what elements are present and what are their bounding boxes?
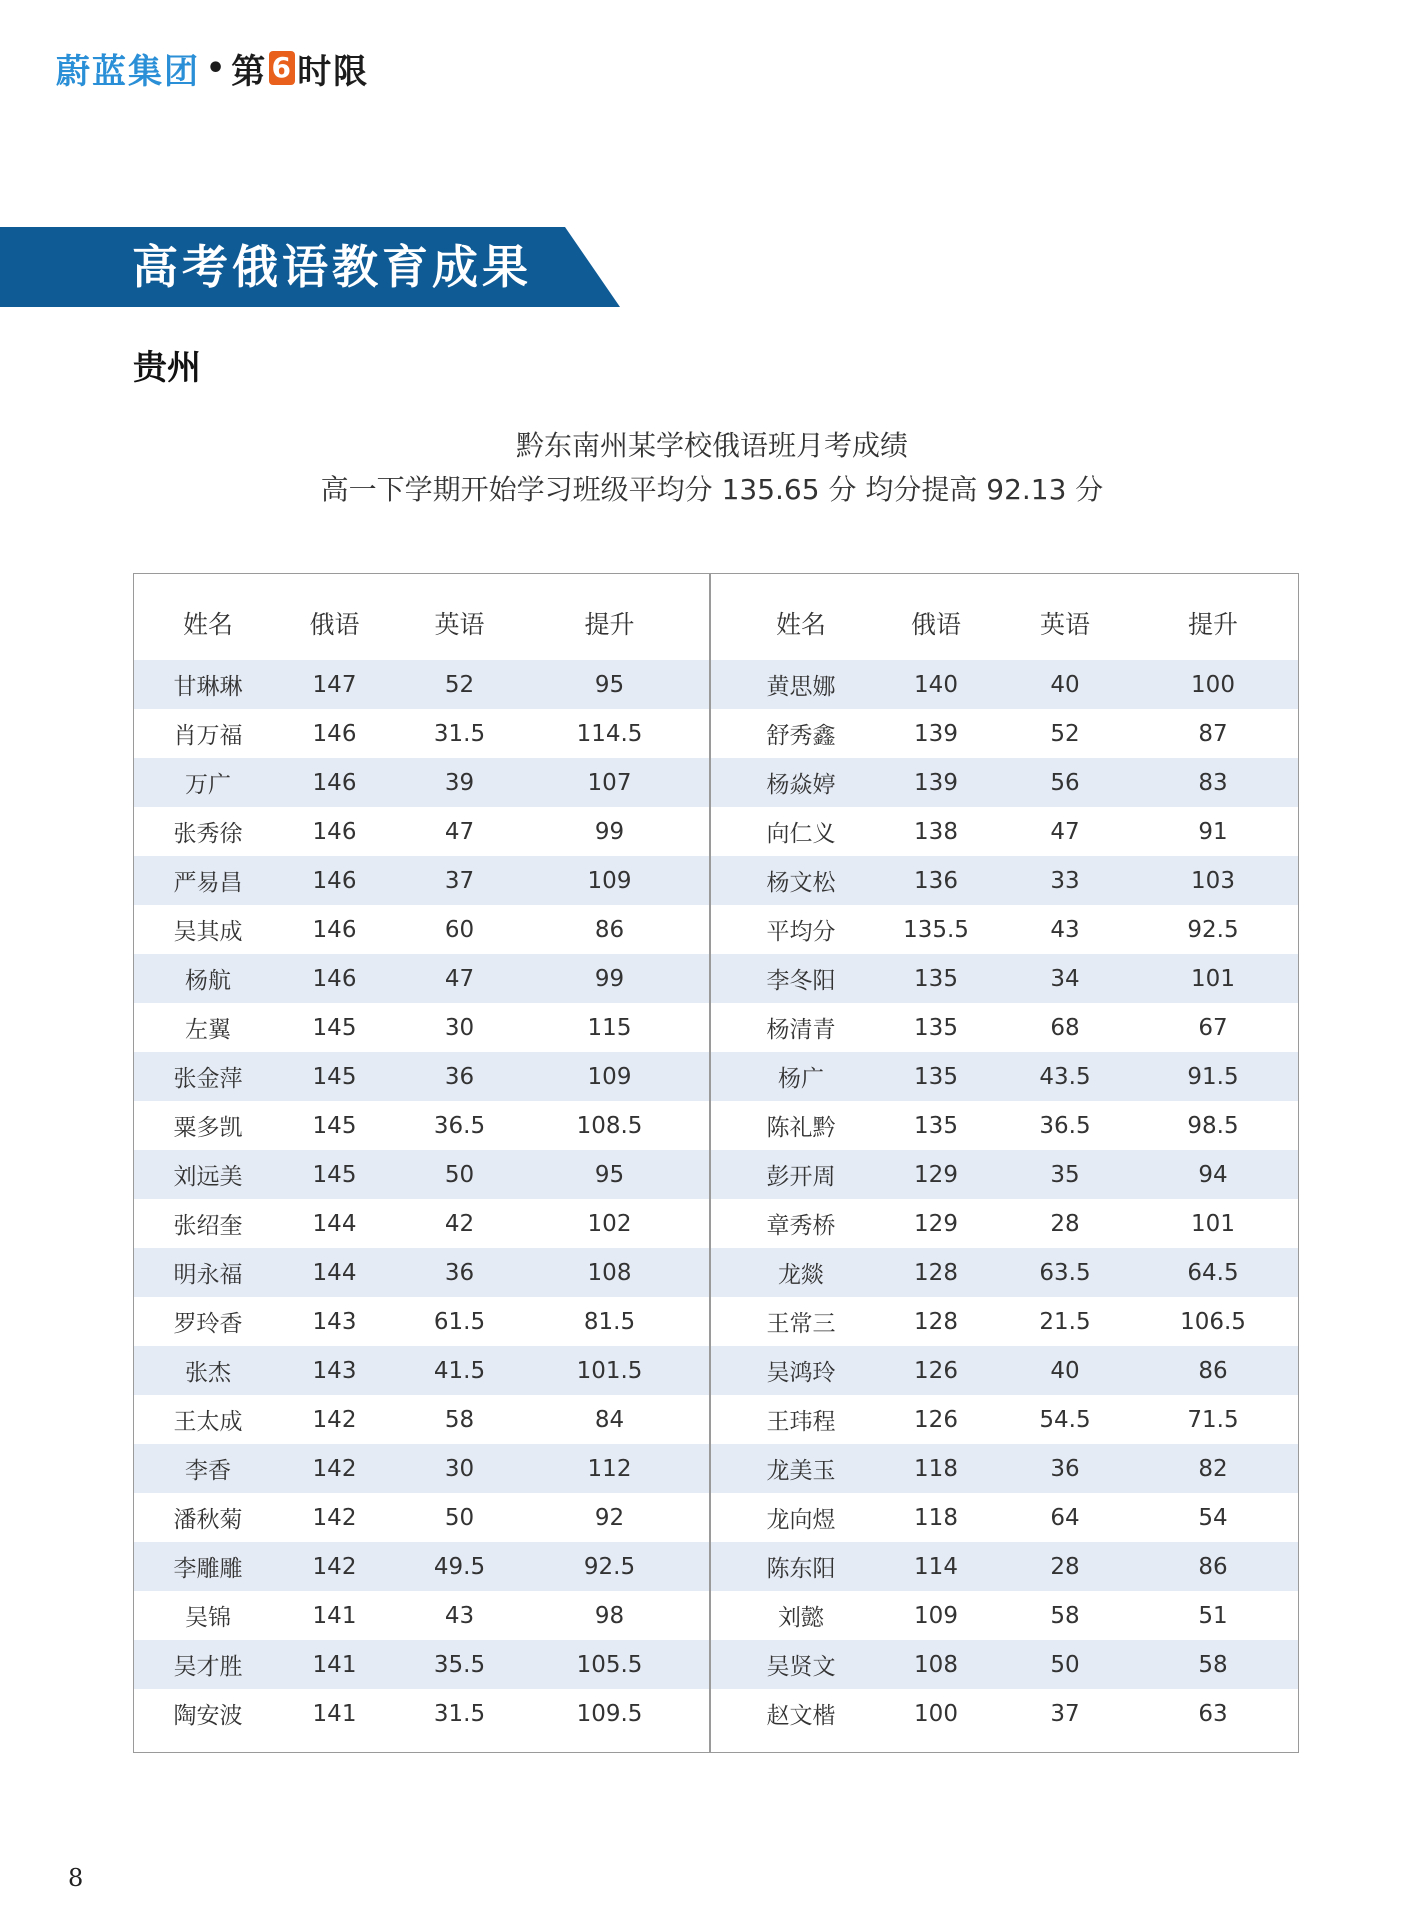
header-name: 姓名 bbox=[182, 610, 233, 639]
cell-english: 36 bbox=[444, 1063, 475, 1090]
cell-improvement: 67 bbox=[1198, 1014, 1228, 1041]
cell-english: 50 bbox=[444, 1161, 475, 1188]
cell-russian: 145 bbox=[312, 1112, 357, 1139]
cell-improvement: 71.5 bbox=[1187, 1406, 1239, 1433]
cell-name: 杨广 bbox=[778, 1066, 824, 1092]
cell-name: 陶安波 bbox=[173, 1703, 243, 1729]
cell-russian: 142 bbox=[312, 1406, 357, 1433]
table-row bbox=[134, 1689, 709, 1738]
table-row bbox=[134, 1493, 709, 1542]
table-row bbox=[134, 1150, 709, 1199]
cell-improvement: 64.5 bbox=[1187, 1259, 1239, 1286]
cell-improvement: 112 bbox=[587, 1455, 632, 1482]
cell-english: 33 bbox=[1050, 867, 1080, 894]
cell-improvement: 99 bbox=[594, 965, 625, 992]
table-body-right bbox=[711, 660, 1298, 1738]
cell-russian: 129 bbox=[914, 1161, 958, 1188]
table-row bbox=[134, 660, 709, 709]
cell-name: 王太成 bbox=[173, 1409, 243, 1435]
table-row bbox=[134, 1052, 709, 1101]
header-improvement: 提升 bbox=[1187, 610, 1238, 639]
cell-improvement: 86 bbox=[594, 916, 625, 943]
cell-improvement: 101.5 bbox=[576, 1357, 643, 1384]
table-row bbox=[711, 1248, 1298, 1297]
cell-improvement: 109 bbox=[587, 1063, 632, 1090]
table-row bbox=[711, 1395, 1298, 1444]
cell-improvement: 108.5 bbox=[576, 1112, 643, 1139]
table-body-left bbox=[134, 660, 709, 1738]
table-row bbox=[711, 1297, 1298, 1346]
table-row bbox=[711, 807, 1298, 856]
cell-english: 41.5 bbox=[433, 1357, 486, 1384]
cell-name: 张杰 bbox=[185, 1360, 231, 1386]
table-row bbox=[134, 1444, 709, 1493]
cell-name: 陈东阳 bbox=[766, 1556, 836, 1582]
cell-name: 吴才胜 bbox=[173, 1654, 243, 1680]
cell-english: 64 bbox=[1050, 1504, 1080, 1531]
cell-improvement: 109.5 bbox=[576, 1700, 643, 1727]
cell-russian: 108 bbox=[914, 1651, 958, 1678]
cell-name: 张金萍 bbox=[173, 1066, 243, 1092]
table-row bbox=[134, 1248, 709, 1297]
table-row bbox=[134, 1101, 709, 1150]
cell-improvement: 102 bbox=[587, 1210, 632, 1237]
cell-improvement: 81.5 bbox=[583, 1308, 636, 1335]
cell-name: 左翼 bbox=[185, 1017, 231, 1043]
cell-english: 39 bbox=[444, 769, 475, 796]
cell-improvement: 94 bbox=[1198, 1161, 1228, 1188]
cell-english: 31.5 bbox=[433, 720, 486, 747]
table-row bbox=[134, 1395, 709, 1444]
cell-english: 34 bbox=[1050, 965, 1080, 992]
cell-english: 58 bbox=[444, 1406, 475, 1433]
cell-english: 49.5 bbox=[433, 1553, 486, 1580]
table-row bbox=[711, 1003, 1298, 1052]
cell-name: 刘懿 bbox=[778, 1605, 824, 1631]
cell-name: 吴贤文 bbox=[766, 1654, 836, 1680]
header-improvement: 提升 bbox=[584, 610, 635, 639]
cell-english: 52 bbox=[1050, 720, 1080, 747]
table-row bbox=[711, 954, 1298, 1003]
cell-english: 43 bbox=[444, 1602, 475, 1629]
cell-name: 舒秀鑫 bbox=[766, 723, 836, 749]
region-heading: 贵州 bbox=[133, 348, 201, 388]
cell-russian: 145 bbox=[312, 1014, 357, 1041]
header-english: 英语 bbox=[434, 610, 485, 639]
header-russian: 俄语 bbox=[910, 610, 961, 639]
cell-english: 21.5 bbox=[1039, 1308, 1091, 1335]
cell-improvement: 91 bbox=[1198, 818, 1228, 845]
table-row bbox=[711, 709, 1298, 758]
table-row bbox=[134, 905, 709, 954]
cell-english: 30 bbox=[444, 1014, 475, 1041]
cell-russian: 146 bbox=[312, 916, 357, 943]
cell-russian: 126 bbox=[914, 1406, 958, 1433]
cell-russian: 118 bbox=[914, 1504, 958, 1531]
table-row bbox=[134, 1003, 709, 1052]
cell-name: 向仁义 bbox=[766, 821, 836, 847]
cell-russian: 147 bbox=[312, 671, 357, 698]
table-row bbox=[711, 1346, 1298, 1395]
cell-name: 平均分 bbox=[766, 919, 836, 945]
cell-english: 47 bbox=[444, 818, 475, 845]
cell-russian: 135.5 bbox=[903, 916, 969, 943]
cell-name: 杨文松 bbox=[766, 870, 836, 896]
cell-english: 52 bbox=[444, 671, 475, 698]
table-row bbox=[711, 856, 1298, 905]
cell-improvement: 109 bbox=[587, 867, 632, 894]
section-title: 高考俄语教育成果 bbox=[132, 240, 532, 294]
cell-improvement: 103 bbox=[1191, 867, 1235, 894]
table-row bbox=[134, 1346, 709, 1395]
cell-name: 杨航 bbox=[185, 968, 231, 994]
cell-russian: 143 bbox=[312, 1357, 357, 1384]
table-row bbox=[711, 1493, 1298, 1542]
cell-english: 58 bbox=[1050, 1602, 1080, 1629]
page-number: 8 bbox=[68, 1864, 84, 1892]
cell-name: 潘秋菊 bbox=[173, 1507, 243, 1533]
cell-russian: 142 bbox=[312, 1455, 357, 1482]
cell-name: 张绍奎 bbox=[173, 1213, 243, 1239]
table-row bbox=[134, 1199, 709, 1248]
cell-improvement: 95 bbox=[594, 1161, 625, 1188]
cell-improvement: 54 bbox=[1198, 1504, 1228, 1531]
table-header-row bbox=[711, 586, 1298, 660]
cell-english: 30 bbox=[444, 1455, 475, 1482]
cell-improvement: 100 bbox=[1191, 671, 1235, 698]
header-english: 英语 bbox=[1039, 610, 1090, 639]
table-row bbox=[711, 905, 1298, 954]
cell-improvement: 114.5 bbox=[576, 720, 643, 747]
table-row bbox=[711, 1052, 1298, 1101]
table-row bbox=[711, 1199, 1298, 1248]
cell-improvement: 98.5 bbox=[1187, 1112, 1239, 1139]
cell-name: 王常三 bbox=[766, 1311, 836, 1337]
cell-russian: 146 bbox=[312, 867, 357, 894]
cell-name: 黄思娜 bbox=[766, 674, 836, 700]
table-row bbox=[711, 1689, 1298, 1738]
cell-russian: 100 bbox=[914, 1700, 958, 1727]
cell-name: 罗玲香 bbox=[173, 1311, 243, 1337]
cell-russian: 146 bbox=[312, 818, 357, 845]
cell-name: 肖万福 bbox=[173, 723, 243, 749]
cell-improvement: 92.5 bbox=[583, 1553, 636, 1580]
cell-russian: 146 bbox=[312, 965, 357, 992]
cell-name: 章秀桥 bbox=[766, 1213, 836, 1239]
header-name: 姓名 bbox=[775, 610, 826, 639]
table-row bbox=[711, 1444, 1298, 1493]
cell-name: 刘远美 bbox=[173, 1164, 243, 1190]
table-row bbox=[134, 1542, 709, 1591]
cell-english: 36.5 bbox=[433, 1112, 486, 1139]
cell-russian: 128 bbox=[914, 1259, 958, 1286]
cell-russian: 129 bbox=[914, 1210, 958, 1237]
cell-improvement: 106.5 bbox=[1180, 1308, 1246, 1335]
score-table-left bbox=[134, 574, 709, 1738]
cell-english: 47 bbox=[1050, 818, 1080, 845]
cell-russian: 142 bbox=[312, 1553, 357, 1580]
table-row bbox=[134, 758, 709, 807]
table-row bbox=[711, 1591, 1298, 1640]
cell-russian: 143 bbox=[312, 1308, 357, 1335]
cell-english: 47 bbox=[444, 965, 475, 992]
logo-brand-name: 蔚蓝集团 bbox=[56, 51, 200, 92]
cell-russian: 136 bbox=[914, 867, 958, 894]
cell-name: 彭开周 bbox=[766, 1164, 836, 1190]
table-row bbox=[711, 1542, 1298, 1591]
cell-english: 35.5 bbox=[433, 1651, 486, 1678]
score-table-right bbox=[711, 574, 1298, 1738]
cell-english: 40 bbox=[1050, 671, 1080, 698]
cell-improvement: 82 bbox=[1198, 1455, 1228, 1482]
table-row bbox=[711, 1101, 1298, 1150]
cell-name: 赵文楷 bbox=[766, 1703, 836, 1729]
cell-improvement: 98 bbox=[594, 1602, 625, 1629]
cell-russian: 126 bbox=[914, 1357, 958, 1384]
cell-russian: 141 bbox=[312, 1700, 357, 1727]
table-row bbox=[711, 660, 1298, 709]
cell-name: 李雕雕 bbox=[173, 1556, 243, 1582]
cell-name: 严易昌 bbox=[173, 870, 243, 896]
cell-improvement: 107 bbox=[587, 769, 632, 796]
cell-name: 杨清青 bbox=[766, 1017, 836, 1043]
cell-english: 31.5 bbox=[433, 1700, 486, 1727]
section-banner bbox=[0, 227, 620, 307]
cell-english: 50 bbox=[1050, 1651, 1080, 1678]
cell-name: 王玮程 bbox=[766, 1409, 836, 1435]
cell-english: 36.5 bbox=[1039, 1112, 1091, 1139]
cell-russian: 141 bbox=[312, 1602, 357, 1629]
table-row bbox=[711, 1150, 1298, 1199]
cell-russian: 145 bbox=[312, 1161, 357, 1188]
cell-english: 28 bbox=[1050, 1210, 1080, 1237]
cell-name: 李冬阳 bbox=[766, 968, 836, 994]
cell-improvement: 108 bbox=[587, 1259, 632, 1286]
cell-name: 吴鸿玲 bbox=[766, 1360, 836, 1386]
table-row bbox=[134, 1591, 709, 1640]
cell-name: 李香 bbox=[185, 1458, 231, 1484]
table-row bbox=[134, 807, 709, 856]
cell-english: 40 bbox=[1050, 1357, 1080, 1384]
logo-badge: 6 bbox=[269, 51, 295, 85]
cell-improvement: 105.5 bbox=[576, 1651, 643, 1678]
cell-improvement: 86 bbox=[1198, 1357, 1228, 1384]
cell-russian: 146 bbox=[312, 769, 357, 796]
cell-english: 37 bbox=[444, 867, 475, 894]
cell-russian: 146 bbox=[312, 720, 357, 747]
cell-russian: 138 bbox=[914, 818, 958, 845]
cell-russian: 144 bbox=[312, 1210, 357, 1237]
cell-name: 龙燚 bbox=[778, 1262, 824, 1288]
cell-name: 龙向煜 bbox=[766, 1507, 836, 1533]
header-russian: 俄语 bbox=[309, 610, 360, 639]
cell-english: 50 bbox=[444, 1504, 475, 1531]
cell-russian: 142 bbox=[312, 1504, 357, 1531]
cell-improvement: 95 bbox=[594, 671, 625, 698]
cell-english: 63.5 bbox=[1039, 1259, 1091, 1286]
cell-russian: 145 bbox=[312, 1063, 357, 1090]
cell-english: 28 bbox=[1050, 1553, 1080, 1580]
cell-improvement: 87 bbox=[1198, 720, 1228, 747]
table-row bbox=[134, 709, 709, 758]
table-caption-line1: 黔东南州某学校俄语班月考成绩 bbox=[515, 429, 908, 462]
cell-english: 68 bbox=[1050, 1014, 1080, 1041]
logo-separator: • bbox=[206, 50, 226, 86]
cell-improvement: 63 bbox=[1198, 1700, 1228, 1727]
logo-sub-brand bbox=[231, 44, 369, 93]
cell-english: 43 bbox=[1050, 916, 1080, 943]
cell-improvement: 91.5 bbox=[1187, 1063, 1239, 1090]
cell-russian: 128 bbox=[914, 1308, 958, 1335]
cell-english: 60 bbox=[444, 916, 475, 943]
table-row bbox=[711, 758, 1298, 807]
cell-english: 61.5 bbox=[433, 1308, 486, 1335]
cell-english: 54.5 bbox=[1039, 1406, 1091, 1433]
cell-russian: 139 bbox=[914, 769, 958, 796]
table-row bbox=[134, 856, 709, 905]
cell-russian: 135 bbox=[914, 1014, 958, 1041]
table-row bbox=[711, 1640, 1298, 1689]
cell-improvement: 84 bbox=[594, 1406, 625, 1433]
table-row bbox=[134, 954, 709, 1003]
logo-sub-brand-b: 时限 bbox=[297, 51, 370, 92]
cell-name: 粟多凯 bbox=[173, 1115, 243, 1141]
cell-russian: 118 bbox=[914, 1455, 958, 1482]
cell-improvement: 92 bbox=[594, 1504, 625, 1531]
cell-name: 龙美玉 bbox=[766, 1458, 836, 1484]
cell-improvement: 101 bbox=[1191, 965, 1235, 992]
cell-name: 万广 bbox=[185, 772, 231, 798]
cell-russian: 140 bbox=[914, 671, 958, 698]
cell-name: 明永福 bbox=[173, 1262, 243, 1288]
cell-russian: 135 bbox=[914, 1112, 958, 1139]
cell-russian: 109 bbox=[914, 1602, 958, 1629]
cell-english: 56 bbox=[1050, 769, 1080, 796]
cell-name: 甘琳琳 bbox=[173, 674, 243, 700]
cell-name: 杨焱婷 bbox=[766, 772, 836, 798]
cell-name: 吴其成 bbox=[173, 919, 243, 945]
logo-sub-brand-a: 第 bbox=[231, 51, 268, 92]
brand-logo bbox=[56, 46, 369, 90]
table-row bbox=[134, 1640, 709, 1689]
cell-improvement: 115 bbox=[587, 1014, 632, 1041]
cell-russian: 139 bbox=[914, 720, 958, 747]
cell-english: 36 bbox=[444, 1259, 475, 1286]
cell-english: 35 bbox=[1050, 1161, 1080, 1188]
cell-improvement: 86 bbox=[1198, 1553, 1228, 1580]
cell-russian: 135 bbox=[914, 1063, 958, 1090]
cell-name: 张秀徐 bbox=[173, 821, 243, 847]
cell-russian: 135 bbox=[914, 965, 958, 992]
cell-name: 吴锦 bbox=[185, 1605, 231, 1631]
cell-english: 37 bbox=[1050, 1700, 1080, 1727]
cell-improvement: 99 bbox=[594, 818, 625, 845]
table-row bbox=[134, 1297, 709, 1346]
cell-english: 42 bbox=[444, 1210, 475, 1237]
cell-russian: 114 bbox=[914, 1553, 958, 1580]
cell-improvement: 83 bbox=[1198, 769, 1228, 796]
table-header-row bbox=[134, 586, 709, 660]
cell-improvement: 101 bbox=[1191, 1210, 1235, 1237]
cell-improvement: 92.5 bbox=[1187, 916, 1239, 943]
cell-russian: 141 bbox=[312, 1651, 357, 1678]
cell-name: 陈礼黔 bbox=[766, 1115, 836, 1141]
table-caption-line2: 高一下学期开始学习班级平均分 135.65 分 均分提高 92.13 分 bbox=[320, 473, 1104, 506]
cell-improvement: 51 bbox=[1198, 1602, 1228, 1629]
cell-english: 43.5 bbox=[1039, 1063, 1091, 1090]
cell-russian: 144 bbox=[312, 1259, 357, 1286]
cell-english: 36 bbox=[1050, 1455, 1080, 1482]
cell-improvement: 58 bbox=[1198, 1651, 1228, 1678]
